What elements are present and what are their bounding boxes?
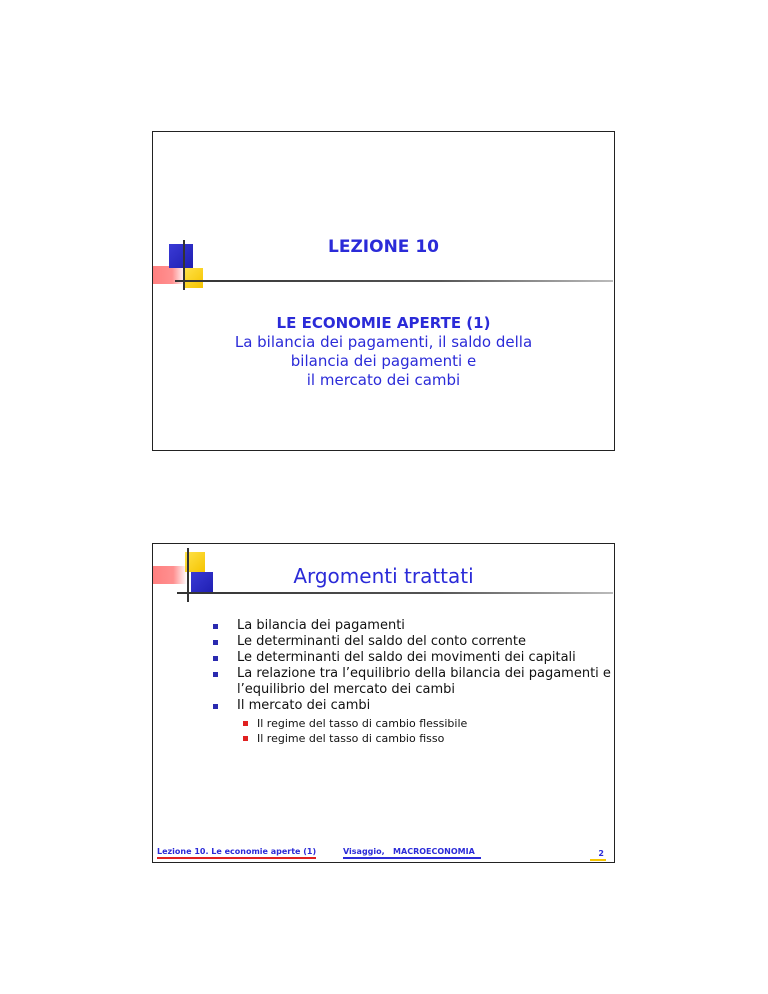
- lesson-subtitle: [153, 314, 614, 390]
- footer-author: Visaggio,: [343, 847, 385, 856]
- lesson-title: LEZIONE 10: [328, 237, 439, 257]
- list-item: Le determinanti del saldo dei movimenti dei capitali: [213, 650, 637, 666]
- list-item: Le determinanti del saldo del conto corrente: [213, 634, 637, 650]
- subtitle-line: La bilancia dei pagamenti, il saldo della: [234, 333, 533, 351]
- slide-heading: Argomenti trattati: [293, 564, 474, 588]
- list-item: [213, 698, 637, 746]
- list-item: La bilancia dei pagamenti: [213, 618, 637, 634]
- page-number: 2: [590, 849, 606, 861]
- footer-lesson: Lezione 10. Le economie aperte (1): [157, 847, 316, 859]
- slide-title: [152, 131, 615, 451]
- list-item: La relazione tra l’equilibrio della bilancia dei pagamenti e l’equilibrio del mercato dei cambi: [213, 666, 637, 698]
- slide-topics: [152, 543, 615, 863]
- sub-list-item: Il regime del tasso di cambio flessibile: [237, 716, 637, 731]
- footer-course: [343, 847, 481, 859]
- footer-course-name: MACROECONOMIA: [393, 847, 475, 856]
- subtitle-heading: LE ECONOMIE APERTE (1): [276, 314, 491, 332]
- sub-list-item: Il regime del tasso di cambio fisso: [237, 731, 637, 746]
- subtitle-line: il mercato dei cambi: [306, 371, 461, 389]
- topics-list: [213, 618, 637, 746]
- subtitle-line: bilancia dei pagamenti e: [290, 352, 477, 370]
- list-item-label: Il mercato dei cambi: [237, 698, 371, 713]
- sub-topics-list: [237, 716, 637, 746]
